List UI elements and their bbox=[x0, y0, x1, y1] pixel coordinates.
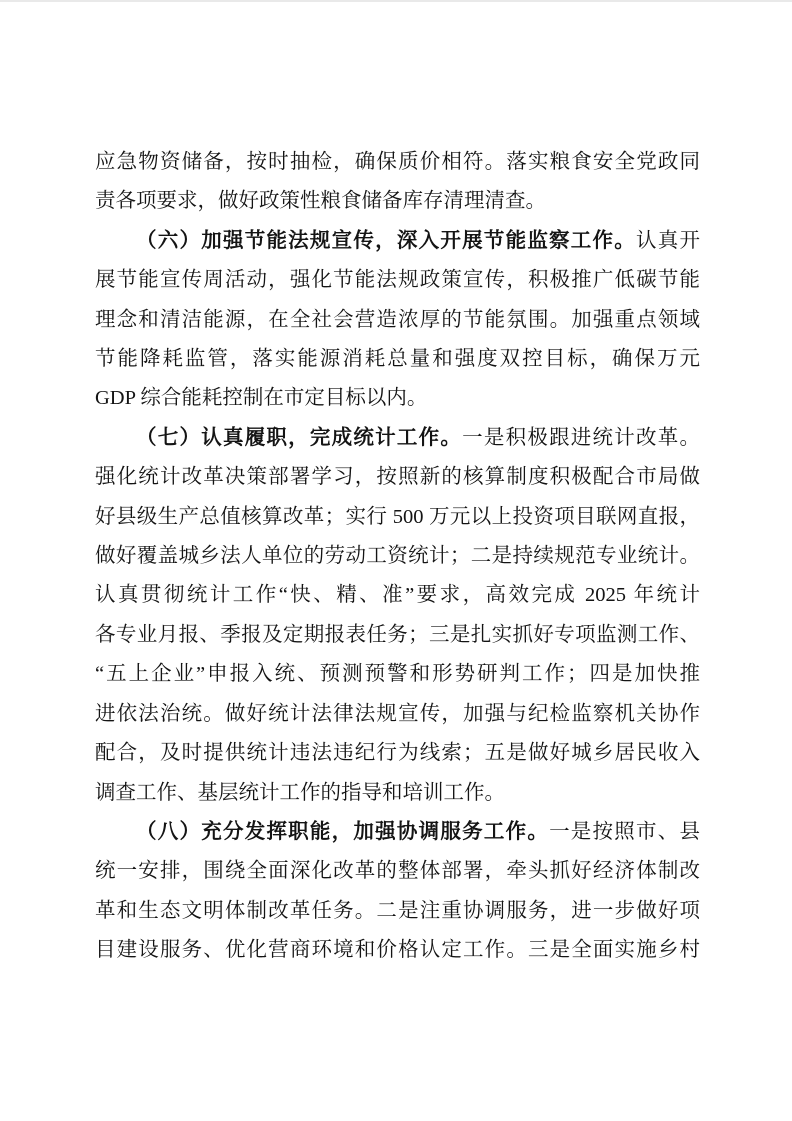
section-heading-text: （六）加强节能法规宣传，深入开展节能监察工作。 bbox=[136, 229, 637, 252]
section-heading-text: （七）认真履职，完成统计工作。 bbox=[136, 426, 463, 449]
text-line bbox=[95, 734, 700, 773]
body-text: 统一安排，围绕全面深化改革的整体部署，牵头抓好经济体制改 bbox=[95, 860, 700, 883]
section-heading-text: （八）充分发挥职能，加强协调服务工作。 bbox=[136, 820, 550, 843]
text-line bbox=[95, 616, 700, 655]
body-text: 展节能宣传周活动，强化节能法规政策宣传，积极推广低碳节能 bbox=[95, 269, 700, 292]
body-text: 配合，及时提供统计违法违纪行为线索；五是做好城乡居民收入 bbox=[95, 742, 700, 765]
body-text: 一是积极跟进统计改革。 bbox=[462, 426, 701, 449]
text-line bbox=[95, 813, 700, 852]
document-body bbox=[95, 143, 700, 971]
text-line bbox=[95, 498, 700, 537]
paragraph-item-6-energy-conservation bbox=[95, 222, 700, 419]
text-line bbox=[95, 695, 700, 734]
body-text: “五上企业”申报入统、预测预警和形势研判工作；四是加快推 bbox=[95, 663, 700, 686]
body-text: 调查工作、基层统计工作的指导和培训工作。 bbox=[95, 781, 505, 804]
text-line bbox=[95, 340, 700, 379]
text-line bbox=[95, 852, 700, 891]
text-line bbox=[95, 261, 700, 300]
body-text: 目建设服务、优化营商环境和价格认定工作。三是全面实施乡村 bbox=[95, 939, 700, 962]
body-text: 各专业月报、季报及定期报表任务；三是扎实抓好专项监测工作、 bbox=[95, 623, 700, 646]
text-line bbox=[95, 419, 700, 458]
text-line bbox=[95, 143, 700, 182]
body-text: 应急物资储备，按时抽检，确保质价相符。落实粮食安全党政同 bbox=[95, 151, 700, 173]
text-line bbox=[95, 655, 700, 694]
paragraph-item-7-statistics bbox=[95, 419, 700, 813]
body-text: 做好覆盖城乡法人单位的劳动工资统计；二是持续规范专业统计。 bbox=[95, 545, 700, 568]
text-line bbox=[95, 774, 700, 813]
body-text: 理念和清洁能源，在全社会营造浓厚的节能氛围。加强重点领域 bbox=[95, 308, 700, 331]
paragraph-grain-reserve-continuation bbox=[95, 143, 700, 222]
text-line bbox=[95, 301, 700, 340]
body-text: 革和生态文明体制改革任务。二是注重协调服务，进一步做好项 bbox=[95, 899, 700, 922]
body-text: 责各项要求，做好政策性粮食储备库存清理清查。 bbox=[95, 190, 546, 213]
text-line bbox=[95, 182, 700, 221]
page-top-edge bbox=[0, 0, 792, 2]
body-text: 一是按照市、县 bbox=[549, 820, 701, 843]
body-text: 好县级生产总值核算改革；实行 500 万元以上投资项目联网直报， bbox=[95, 505, 700, 528]
text-line bbox=[95, 537, 700, 576]
text-line bbox=[95, 892, 700, 931]
text-line bbox=[95, 931, 700, 970]
text-line bbox=[95, 222, 700, 261]
paragraph-item-8-coordination-service bbox=[95, 813, 700, 971]
body-text: 进依法治统。做好统计法律法规宣传，加强与纪检监察机关协作 bbox=[95, 702, 700, 725]
body-text: 认真开 bbox=[636, 229, 701, 252]
text-line bbox=[95, 379, 700, 418]
body-text: GDP 综合能耗控制在市定目标以内。 bbox=[95, 387, 428, 410]
body-text: 强化统计改革决策部署学习，按照新的核算制度积极配合市局做 bbox=[95, 466, 700, 489]
body-text: 节能降耗监管，落实能源消耗总量和强度双控目标，确保万元 bbox=[95, 348, 700, 371]
text-line bbox=[95, 576, 700, 615]
body-text: 认真贯彻统计工作“快、精、准”要求，高效完成 2025 年统计 bbox=[95, 584, 700, 607]
text-line bbox=[95, 458, 700, 497]
